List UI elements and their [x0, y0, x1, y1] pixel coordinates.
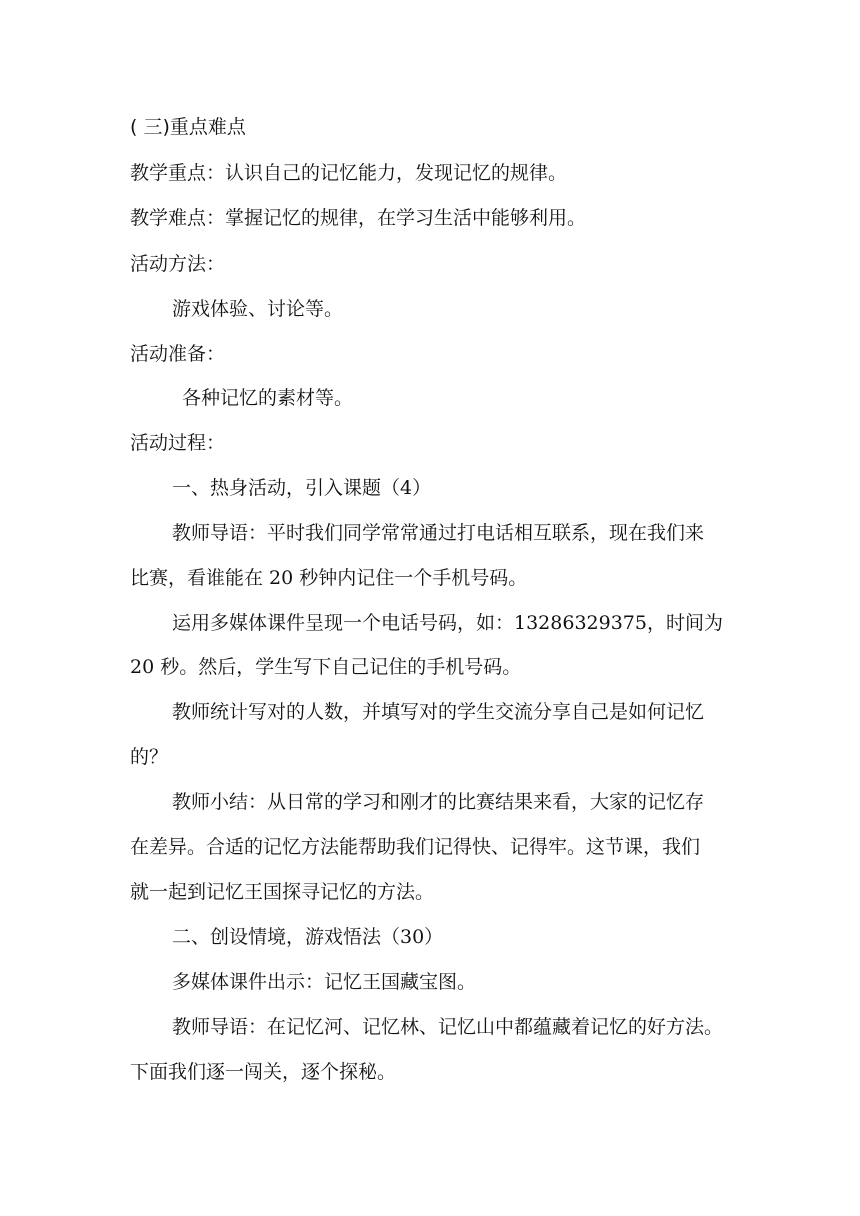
paragraph-line: 20 秒。然后，学生写下自己记住的手机号码。: [130, 656, 522, 678]
paragraph-line: 教师导语：平时我们同学常常通过打电话相互联系，现在我们来: [172, 522, 705, 544]
part2-heading: 二、创设情境，游戏悟法（30）: [172, 926, 444, 948]
teaching-focus: 教学重点：认识自己的记忆能力，发现记忆的规律。: [130, 162, 568, 184]
paragraph-line: 教师统计写对的人数，并填写对的学生交流分享自己是如何记忆: [172, 701, 705, 723]
paragraph-line: 下面我们逐一闯关，逐个探秘。: [130, 1061, 397, 1083]
paragraph-line: 的？: [130, 746, 169, 768]
paragraph-line: 运用多媒体课件呈现一个电话号码，如：13286329375，时间为: [172, 612, 723, 634]
activity-prep-text: 各种记忆的素材等。: [182, 387, 354, 409]
paragraph-line: 在差异。合适的记忆方法能帮助我们记得快、记得牢。这节课，我们: [130, 836, 701, 858]
activity-process-label: 活动过程：: [130, 432, 226, 454]
activity-method-label: 活动方法：: [130, 253, 226, 275]
paragraph-line: 教师小结：从日常的学习和刚才的比赛结果来看，大家的记忆存: [172, 791, 705, 813]
paragraph-line: 多媒体课件出示：记忆王国藏宝图。: [172, 971, 477, 993]
paragraph-line: 就一起到记忆王国探寻记忆的方法。: [130, 881, 435, 903]
section-heading: ( 三)重点难点: [130, 116, 246, 138]
part1-heading: 一、热身活动，引入课题（4）: [172, 477, 432, 499]
activity-method-text: 游戏体验、讨论等。: [172, 298, 344, 320]
paragraph-line: 比赛，看谁能在 20 秒钟内记住一个手机号码。: [130, 567, 528, 589]
teaching-difficulty: 教学难点：掌握记忆的规律，在学习生活中能够利用。: [130, 207, 587, 229]
activity-prep-label: 活动准备：: [130, 343, 226, 365]
paragraph-line: 教师导语：在记忆河、记忆林、记忆山中都蕴藏着记忆的好方法。: [172, 1016, 724, 1038]
